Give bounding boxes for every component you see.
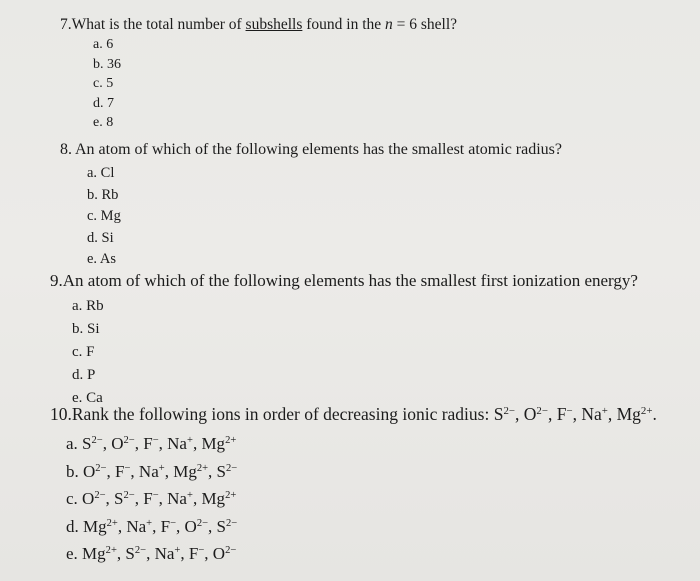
question-text: What is the total number of bbox=[71, 16, 246, 33]
option-label: b. bbox=[66, 461, 79, 481]
ion bbox=[155, 544, 181, 563]
question-number: 9. bbox=[50, 271, 63, 290]
ion bbox=[524, 404, 548, 424]
option: d. P bbox=[72, 367, 96, 383]
ion-charge: 2− bbox=[196, 517, 209, 529]
ion-charge: + bbox=[146, 517, 153, 529]
ion bbox=[126, 517, 152, 536]
ion-symbol: F bbox=[143, 489, 153, 508]
ion bbox=[217, 462, 238, 481]
ion bbox=[82, 489, 106, 508]
option: a. Rb bbox=[72, 298, 104, 314]
ion bbox=[139, 462, 165, 481]
question-text: found in the bbox=[302, 16, 386, 33]
ion-charge: − bbox=[198, 545, 205, 557]
ion bbox=[161, 517, 176, 536]
ion-charge: + bbox=[158, 462, 165, 474]
ion-symbol: Na bbox=[581, 404, 602, 424]
ion bbox=[111, 434, 135, 453]
variable-n: n bbox=[385, 16, 393, 33]
ion-charge: − bbox=[152, 435, 159, 447]
ion-charge: 2− bbox=[226, 462, 238, 474]
option bbox=[66, 513, 237, 541]
ion-charge: 2+ bbox=[225, 490, 237, 502]
ion-charge: 2− bbox=[123, 490, 135, 502]
option-label: c. bbox=[66, 489, 78, 508]
ion-charge: − bbox=[124, 462, 131, 474]
ion-charge: 2+ bbox=[105, 545, 117, 557]
ion-charge: 2− bbox=[503, 405, 516, 418]
question-number: 8. bbox=[60, 141, 72, 158]
ion-symbol: Na bbox=[138, 461, 159, 481]
ion-symbol: F bbox=[115, 461, 125, 481]
ion-charge: 2+ bbox=[640, 405, 653, 418]
ion bbox=[201, 434, 236, 453]
ion bbox=[617, 404, 653, 424]
option: a. 6 bbox=[93, 37, 114, 52]
question-text: Rank the following ions in order of decreasing ionic radius: bbox=[71, 404, 490, 424]
ion-charge: − bbox=[152, 490, 159, 502]
question-number: 7. bbox=[60, 16, 72, 33]
ion-symbol: S bbox=[216, 461, 227, 481]
ion-list: $S^{2-}$, $O^{2-}$, F−, Na+, $Mg^{2+}$ bbox=[493, 404, 653, 424]
ion-symbol: F bbox=[188, 544, 199, 563]
ion-list: $O^{2-}$, F−, Na+, $Mg^{2+}$, $S^{2-}$ bbox=[83, 461, 238, 481]
question-text: An atom of which of the following elements has the smallest atomic radius? bbox=[75, 141, 562, 158]
ion-charge: 2+ bbox=[225, 435, 237, 447]
option: b. Rb bbox=[87, 186, 119, 203]
ion-symbol: S bbox=[493, 404, 504, 424]
ion bbox=[201, 489, 236, 508]
option: b. 36 bbox=[93, 56, 121, 72]
ion-charge: + bbox=[186, 435, 193, 447]
ion bbox=[83, 462, 107, 481]
ion-charge: − bbox=[170, 517, 177, 529]
option bbox=[66, 458, 237, 486]
ion bbox=[557, 404, 573, 424]
ion-charge: − bbox=[566, 405, 573, 418]
option bbox=[66, 485, 237, 513]
ion bbox=[82, 544, 117, 563]
option: d. Si bbox=[87, 229, 114, 246]
option: e. Ca bbox=[72, 390, 103, 406]
ion-symbol: Mg bbox=[173, 461, 197, 481]
ion-charge: 2− bbox=[123, 435, 135, 447]
ion bbox=[494, 404, 515, 424]
ion-symbol: S bbox=[114, 489, 124, 508]
ion bbox=[114, 489, 135, 508]
question-7 bbox=[60, 16, 457, 34]
question-10: 10.Rank the following ions in order of decreasing ionic radius: $S^{2-}$, $O^{2-}$, F−, Na+, $Mg^{2+}$. bbox=[50, 404, 657, 424]
ion-symbol: Na bbox=[167, 489, 187, 508]
ion-symbol: Na bbox=[154, 544, 175, 563]
ion-list: $Mg^{2+}$, Na+, F−, $O^{2-}$, $S^{2-}$ bbox=[83, 516, 238, 536]
option: d. 7 bbox=[93, 95, 114, 111]
option: b. Si bbox=[72, 321, 100, 337]
ion-symbol: S bbox=[82, 434, 92, 453]
ion-symbol: O bbox=[82, 489, 95, 508]
question-10-options bbox=[66, 430, 237, 568]
ion-symbol: S bbox=[216, 516, 227, 536]
underlined-term: subshells bbox=[245, 16, 303, 33]
question-text: An atom of which of the following elements has the smallest first ionization energy? bbox=[62, 271, 638, 290]
ion-charge: 2− bbox=[134, 545, 147, 557]
option: c. Mg bbox=[87, 208, 121, 224]
option: c. F bbox=[72, 344, 95, 360]
ion-symbol: F bbox=[143, 434, 153, 453]
option: c. 5 bbox=[93, 76, 114, 91]
ion-list: $Mg^{2+}$, $S^{2-}$, Na+, F−, $O^{2-}$ bbox=[82, 544, 237, 563]
ion-charge: 2− bbox=[225, 545, 237, 557]
option bbox=[66, 540, 237, 568]
ion bbox=[185, 517, 209, 536]
ion-symbol: Na bbox=[167, 434, 187, 453]
ion bbox=[173, 462, 208, 481]
ion-charge: 2− bbox=[95, 462, 107, 474]
ion bbox=[143, 489, 158, 508]
ion-list: $S^{2-}$, $O^{2-}$, F−, Na+, $Mg^{2+}$ bbox=[82, 434, 237, 453]
ion-symbol: S bbox=[125, 544, 135, 563]
ion bbox=[143, 434, 158, 453]
ion bbox=[189, 544, 204, 563]
ion-charge: 2+ bbox=[106, 517, 118, 529]
ion-charge: 2− bbox=[226, 517, 238, 529]
ion bbox=[115, 462, 130, 481]
option-label: e. bbox=[66, 544, 78, 563]
question-text: = 6 shell? bbox=[392, 16, 458, 33]
ion-symbol: Mg bbox=[82, 544, 106, 563]
ion-charge: + bbox=[174, 545, 181, 557]
question-number: 10. bbox=[50, 404, 72, 424]
ion-list: $O^{2-}$, $S^{2-}$, F−, Na+, $Mg^{2+}$ bbox=[82, 489, 237, 508]
ion bbox=[217, 517, 238, 536]
ion-symbol: F bbox=[556, 404, 567, 424]
question-8 bbox=[60, 141, 562, 159]
ion-charge: 2− bbox=[94, 490, 106, 502]
ion-symbol: O bbox=[184, 516, 197, 536]
ion-charge: + bbox=[186, 490, 193, 502]
ion bbox=[167, 489, 193, 508]
ion bbox=[581, 404, 608, 424]
ion bbox=[82, 434, 103, 453]
ion-symbol: Na bbox=[126, 516, 147, 536]
option: a. Cl bbox=[87, 165, 115, 181]
ion-symbol: O bbox=[83, 461, 96, 481]
ion-symbol: O bbox=[111, 434, 124, 453]
ion-symbol: Mg bbox=[83, 516, 107, 536]
ion-symbol: O bbox=[523, 404, 537, 424]
ion-symbol: O bbox=[212, 544, 226, 563]
ion bbox=[213, 544, 237, 563]
ion-charge: 2− bbox=[91, 435, 103, 447]
ion-charge: + bbox=[601, 405, 608, 418]
option: e. 8 bbox=[93, 115, 114, 130]
option-label: d. bbox=[66, 516, 79, 536]
ion-symbol: Mg bbox=[616, 404, 641, 424]
ion-symbol: Mg bbox=[201, 434, 226, 453]
ion bbox=[83, 517, 118, 536]
question-8-options bbox=[87, 163, 121, 271]
question-7-options bbox=[93, 35, 121, 133]
ion bbox=[167, 434, 193, 453]
question-9-options bbox=[72, 295, 104, 410]
ion-symbol: Mg bbox=[201, 489, 226, 508]
ion-charge: 2− bbox=[536, 405, 548, 418]
option: e. As bbox=[87, 251, 116, 267]
ion-charge: 2+ bbox=[196, 462, 209, 474]
ion bbox=[125, 544, 146, 563]
option-label: a. bbox=[66, 434, 78, 453]
ion-symbol: F bbox=[160, 516, 171, 536]
option bbox=[66, 430, 237, 458]
question-9 bbox=[50, 271, 638, 291]
